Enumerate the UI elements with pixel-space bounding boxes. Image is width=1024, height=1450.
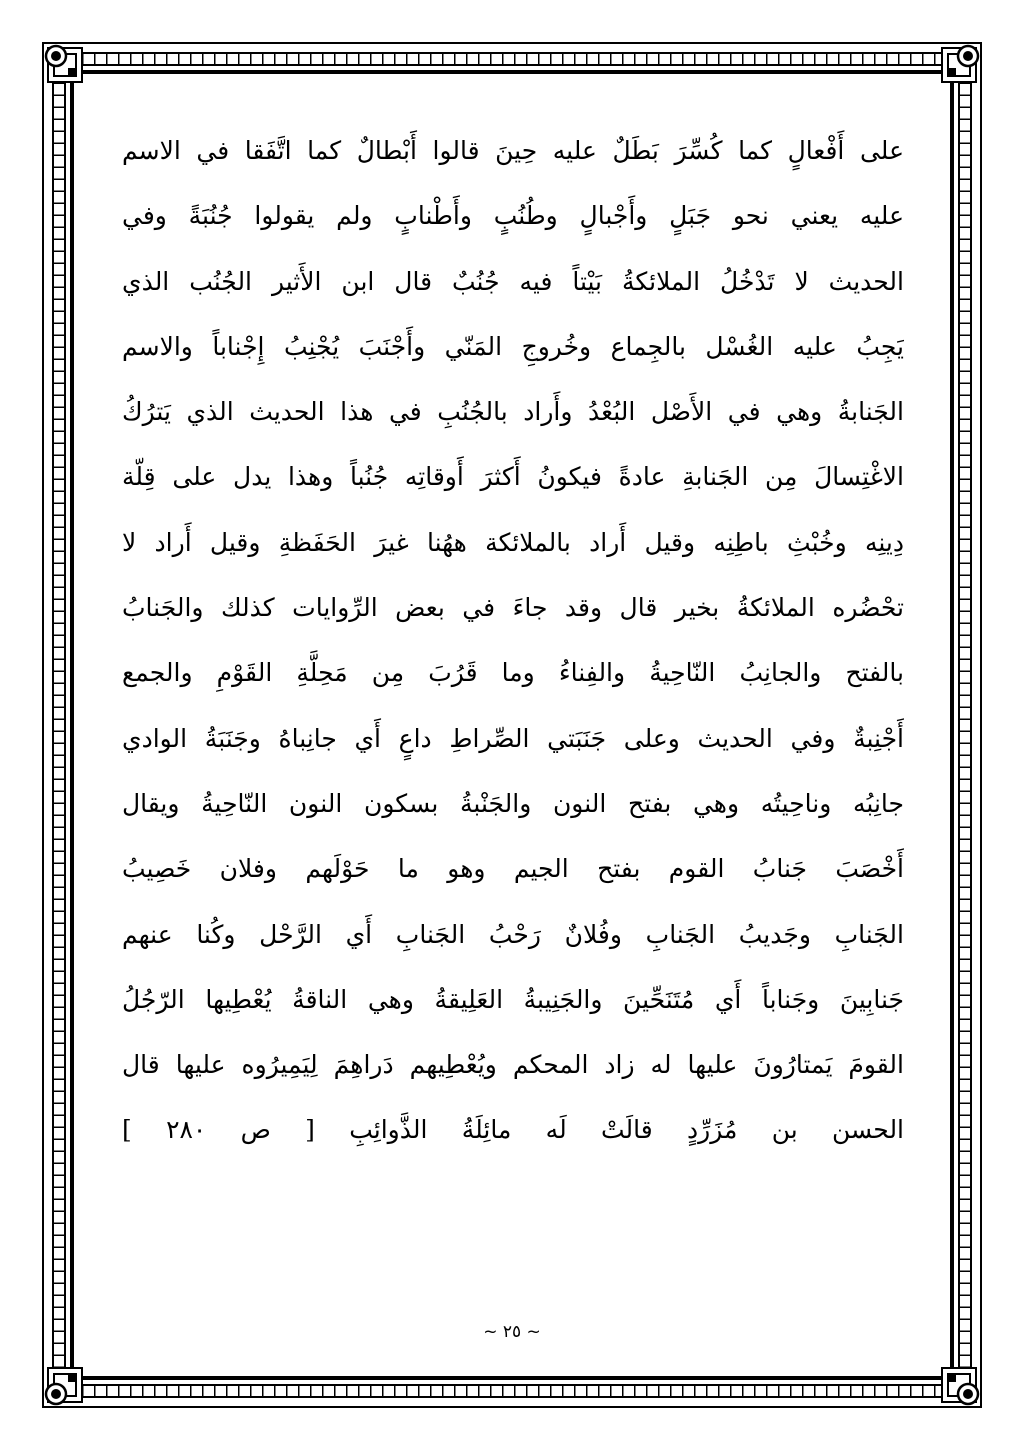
text-line: الحديث لا تَدْخُلُ الملائكةُ بَيْتاً فيه جُنُبٌ قال ابن الأَثير الجُنُب الذي <box>122 266 904 296</box>
border-strip-left <box>52 56 66 1394</box>
corner-ornament-top-left <box>40 40 90 90</box>
corner-ornament-bottom-left <box>40 1360 90 1410</box>
text-line: على أَفْعالٍ كما كُسِّرَ بَطَلٌ عليه حِينَ قالوا أَبْطالٌ كما اتَّفَقا في الاسم <box>122 136 904 165</box>
border-strip-right <box>958 56 972 1394</box>
text-line: الحسن بن مُزَرِّدٍ قالَتْ لَه مائِلَةُ الذَّوائِبِ [ ص ٢٨٠ ] <box>122 1115 904 1145</box>
text-line: أَجْنِبةٌ وفي الحديث وعلى جَنَبَتي الصِّراطِ داعٍ أَي جانِباهُ وجَنَبَةُ الوادي <box>122 723 904 753</box>
text-line: جَنابِينَ وجَناباً أَي مُتَنَحِّينَ والجَنِيبةُ العَلِيقةُ وهي الناقةُ يُعْطِيها الرّجُلُ <box>122 984 904 1014</box>
text-line: عليه يعني نحو جَبَلٍ وأَجْبالٍ وطُنُبٍ وأَطْنابٍ ولم يقولوا جُنُبَةً وفي <box>122 201 904 231</box>
page-number: ~ ٢٥ ~ <box>483 1322 541 1342</box>
text-line: الاغْتِسالَ مِن الجَنابةِ عادةً فيكونُ أَكثرَ أَوقاتِه جُنُباً وهذا يدل على قِلّة <box>122 462 904 492</box>
text-line: الجَنابِ وجَديبُ الجَنابِ وفُلانٌ رَحْبُ الجَنابِ أَي الرَّحْل وكُنا عنهم <box>122 919 904 949</box>
corner-ornament-bottom-right <box>934 1360 984 1410</box>
text-line: الجَنابةُ وهي في الأَصْل البُعْدُ وأَراد بالجُنُبِ في هذا الحديث الذي يَترُكُ <box>122 397 904 427</box>
text-line: أَخْصَبَ جَنابُ القوم بفتح الجيم وهو ما حَوْلَهم وفلان خَصِيبُ <box>122 854 904 884</box>
text-line: القومَ يَمتارُونَ عليها له زاد المحكم ويُعْطِيهم دَراهِمَ لِيَمِيرُوه عليها قال <box>122 1050 904 1080</box>
text-line: جانِبُه وناحِيتُه وهي بفتح النون والجَنْبةُ بسكون النون النّاحِيةُ ويقال <box>122 788 904 818</box>
text-line: يَجِبُ عليه الغُسْل بالجِماع وخُروجِ المَنّي وأَجْنَبَ يُجْنِبُ إِجْناباً والاسم <box>122 331 904 361</box>
text-line: دِينِه وخُبْثِ باطِنِه وقيل أَراد بالملائكة ههُنا غيرَ الحَفَظةِ وقيل أَراد لا <box>122 527 904 557</box>
text-line: تحْضُره الملائكةُ بخير قال وقد جاءَ في بعض الرِّوايات كذلك والجَنابُ <box>122 593 904 623</box>
corner-ornament-top-right <box>934 40 984 90</box>
border-strip-bottom <box>56 1384 968 1398</box>
border-strip-top <box>56 52 968 66</box>
body-text <box>122 124 904 1169</box>
text-line: بالفتح والجانِبُ النّاحِيةُ والفِناءُ وما قَرُبَ مِن مَحِلَّةِ القَوْمِ والجمع <box>122 658 904 688</box>
